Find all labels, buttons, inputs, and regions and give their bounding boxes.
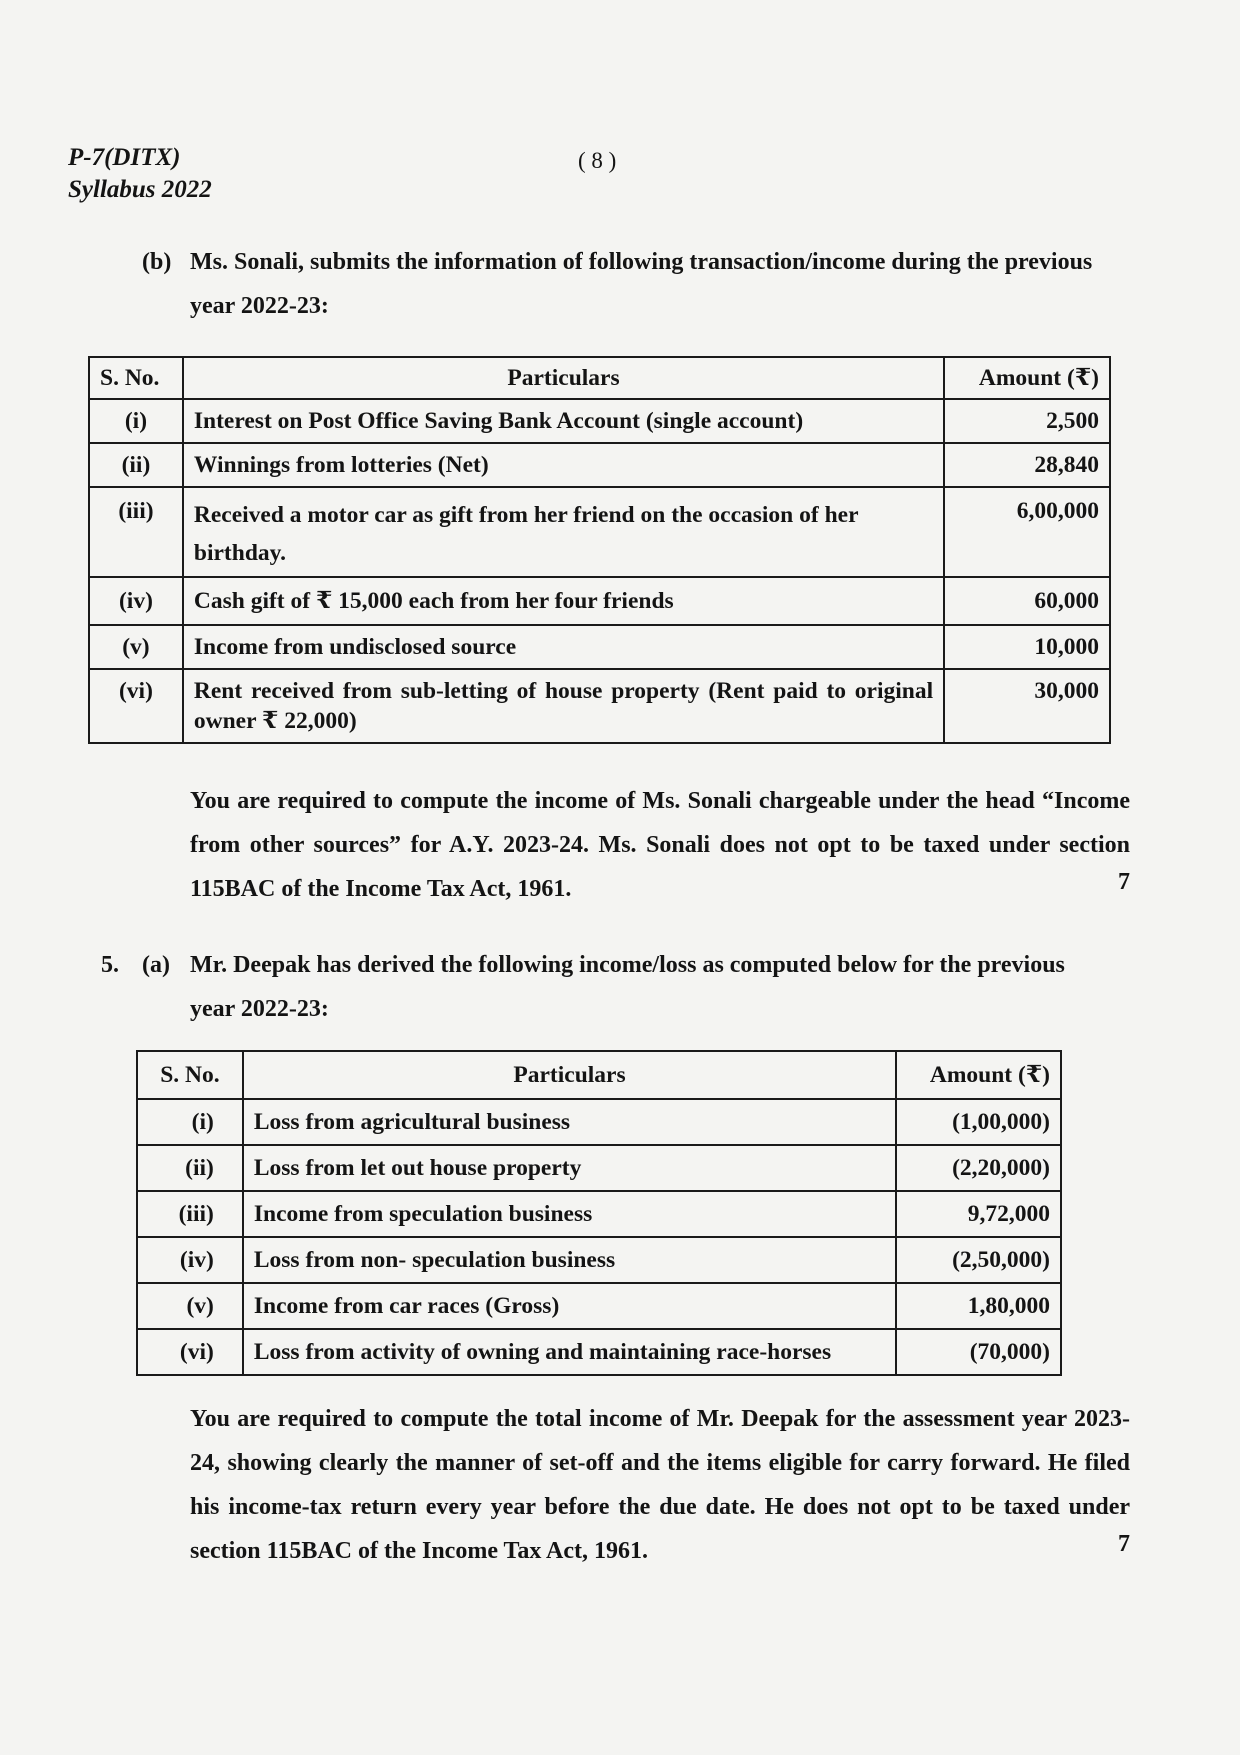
paper-code: P-7(DITX) [68, 144, 181, 171]
row-particulars: Interest on Post Office Saving Bank Account (single account) [183, 399, 944, 443]
row-amount: 2,500 [944, 399, 1110, 443]
row-amount: (1,00,000) [896, 1099, 1061, 1145]
table-row [137, 1283, 1061, 1329]
table-row [137, 1191, 1061, 1237]
table-row [89, 399, 1110, 443]
row-particulars: Loss from agricultural business [243, 1099, 896, 1145]
row-particulars: Income from speculation business [243, 1191, 896, 1237]
row-particulars: Income from undisclosed source [183, 625, 944, 669]
row-amount: 30,000 [944, 669, 1110, 743]
q5a-closing: You are required to compute the total income of Mr. Deepak for the assessment year 2023-24, showing clearly the manner of set-off and the items eligible for carry forward. He filed his income-tax return every year before the due date. He does not opt to be taxed under section 115BAC of the Income Tax Act, 1961. [190, 1406, 1130, 1564]
row-amount: 10,000 [944, 625, 1110, 669]
q4b-marks: 7 [1118, 869, 1130, 895]
row-amount: 1,80,000 [896, 1283, 1061, 1329]
row-sno: (vi) [137, 1329, 243, 1375]
row-sno: (ii) [89, 443, 183, 487]
table-row [137, 1329, 1061, 1375]
row-particulars: Cash gift of ₹ 15,000 each from her four friends [183, 577, 944, 625]
table-header-row [89, 357, 1110, 399]
row-sno: (vi) [89, 669, 183, 743]
table-row [137, 1237, 1061, 1283]
row-particulars: Loss from let out house property [243, 1145, 896, 1191]
q5a-label: (a) [142, 952, 170, 978]
row-amount: 28,840 [944, 443, 1110, 487]
header-sno: S. No. [137, 1051, 243, 1099]
q5a-intro-line2: year 2022-23: [190, 996, 329, 1022]
header-amount: Amount (₹) [944, 357, 1110, 399]
row-amount: 6,00,000 [944, 487, 1110, 577]
row-sno: (i) [89, 399, 183, 443]
row-particulars: Winnings from lotteries (Net) [183, 443, 944, 487]
q4b-closing: You are required to compute the income of Ms. Sonali chargeable under the head “Income from other sources” for A.Y. 2023-24. Ms. Sonali does not opt to be taxed under section 115BAC of the Income Tax Act, 1961. [190, 788, 1130, 902]
table-row [137, 1099, 1061, 1145]
q4b-intro-line1: Ms. Sonali, submits the information of following transaction/income during the previous [190, 249, 1093, 275]
table-row [89, 669, 1110, 743]
page-number: ( 8 ) [578, 148, 617, 173]
table-row [89, 443, 1110, 487]
q4b-label: (b) [142, 249, 172, 275]
row-sno: (iii) [89, 487, 183, 577]
table-header-row [137, 1051, 1061, 1099]
q5a-table [136, 1050, 1062, 1376]
table-row [89, 487, 1110, 577]
row-particulars: Loss from non- speculation business [243, 1237, 896, 1283]
q5-number: 5. [101, 952, 119, 978]
row-particulars: Income from car races (Gross) [243, 1283, 896, 1329]
q5a-marks: 7 [1118, 1531, 1130, 1557]
row-particulars: Loss from activity of owning and maintaining race-horses [243, 1329, 896, 1375]
row-amount: (70,000) [896, 1329, 1061, 1375]
row-sno: (iv) [89, 577, 183, 625]
table-row [89, 577, 1110, 625]
table-row [89, 625, 1110, 669]
row-sno: (i) [137, 1099, 243, 1145]
row-particulars: Received a motor car as gift from her friend on the occasion of her birthday. [183, 487, 944, 577]
header-sno: S. No. [89, 357, 183, 399]
header-amount: Amount (₹) [896, 1051, 1061, 1099]
header-particulars: Particulars [243, 1051, 896, 1099]
row-sno: (iii) [137, 1191, 243, 1237]
table-row [137, 1145, 1061, 1191]
q4b-intro-line2: year 2022-23: [190, 293, 329, 319]
row-sno: (v) [89, 625, 183, 669]
row-amount: (2,20,000) [896, 1145, 1061, 1191]
row-particulars: Rent received from sub-letting of house property (Rent paid to original owner ₹ 22,000) [183, 669, 944, 743]
row-amount: 60,000 [944, 577, 1110, 625]
row-sno: (v) [137, 1283, 243, 1329]
q4b-table [88, 356, 1111, 744]
row-amount: (2,50,000) [896, 1237, 1061, 1283]
row-sno: (ii) [137, 1145, 243, 1191]
header-particulars: Particulars [183, 357, 944, 399]
syllabus-label: Syllabus 2022 [68, 176, 212, 203]
row-sno: (iv) [137, 1237, 243, 1283]
row-amount: 9,72,000 [896, 1191, 1061, 1237]
q5a-intro-line1: Mr. Deepak has derived the following income/loss as computed below for the previous [190, 952, 1065, 978]
